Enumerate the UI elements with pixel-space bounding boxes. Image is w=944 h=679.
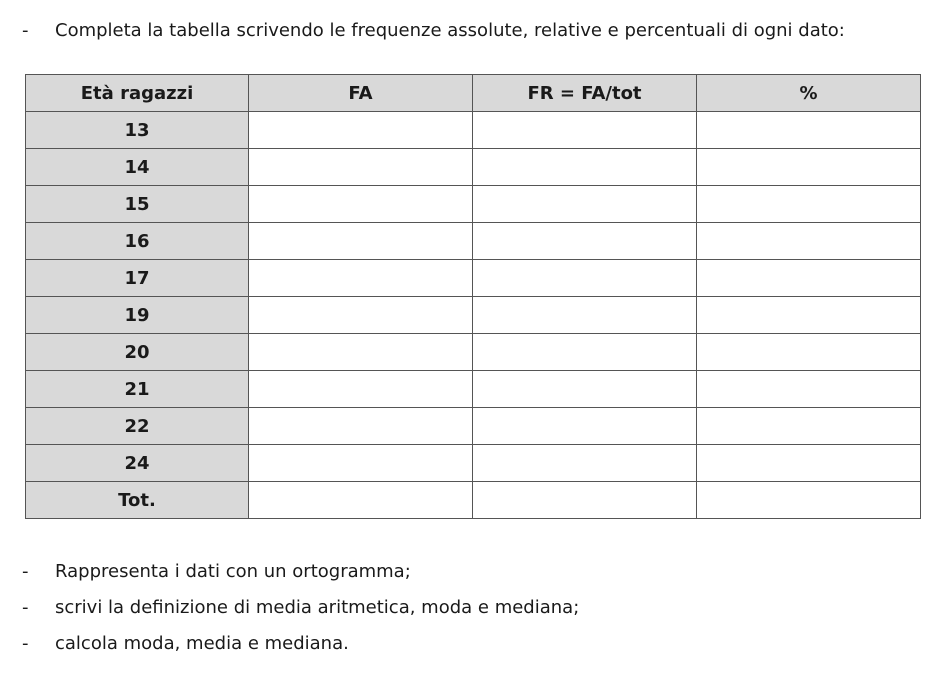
percent-answer-cell[interactable] (697, 371, 921, 408)
age-cell: 19 (26, 297, 249, 334)
percent-answer-cell[interactable] (697, 186, 921, 223)
age-cell: Tot. (26, 482, 249, 519)
age-cell: 24 (26, 445, 249, 482)
bullet-dash: - (22, 20, 29, 41)
table-row (26, 260, 921, 297)
instruction-text: calcola moda, media e mediana. (55, 633, 349, 654)
table-row (26, 445, 921, 482)
fr-answer-cell[interactable] (473, 408, 697, 445)
fa-answer-cell[interactable] (249, 149, 473, 186)
fr-answer-cell[interactable] (473, 260, 697, 297)
percent-answer-cell[interactable] (697, 223, 921, 260)
bullet-dash: - (22, 561, 29, 582)
bullet-dash: - (22, 633, 29, 654)
age-cell: 21 (26, 371, 249, 408)
percent-answer-cell[interactable] (697, 149, 921, 186)
table-row (26, 112, 921, 149)
fr-answer-cell[interactable] (473, 445, 697, 482)
fa-answer-cell[interactable] (249, 334, 473, 371)
percent-answer-cell[interactable] (697, 482, 921, 519)
fa-answer-cell[interactable] (249, 371, 473, 408)
table-row (26, 149, 921, 186)
table-row (26, 482, 921, 519)
fr-answer-cell[interactable] (473, 297, 697, 334)
age-cell: 15 (26, 186, 249, 223)
fa-answer-cell[interactable] (249, 260, 473, 297)
fa-answer-cell[interactable] (249, 223, 473, 260)
fr-answer-cell[interactable] (473, 223, 697, 260)
fr-answer-cell[interactable] (473, 482, 697, 519)
percent-answer-cell[interactable] (697, 445, 921, 482)
age-cell: 14 (26, 149, 249, 186)
fr-answer-cell[interactable] (473, 112, 697, 149)
table-row (26, 297, 921, 334)
table-row (26, 408, 921, 445)
percent-answer-cell[interactable] (697, 260, 921, 297)
instruction-text: Rappresenta i dati con un ortogramma; (55, 561, 411, 582)
header-percent: % (697, 75, 921, 112)
fa-answer-cell[interactable] (249, 408, 473, 445)
age-cell: 22 (26, 408, 249, 445)
age-cell: 13 (26, 112, 249, 149)
table-row (26, 186, 921, 223)
instruction-text: Completa la tabella scrivendo le frequenze assolute, relative e percentuali di ogni dato: (55, 20, 845, 41)
frequency-table (25, 74, 921, 519)
age-cell: 20 (26, 334, 249, 371)
percent-answer-cell[interactable] (697, 112, 921, 149)
percent-answer-cell[interactable] (697, 334, 921, 371)
table-row (26, 223, 921, 260)
fr-answer-cell[interactable] (473, 371, 697, 408)
table-row (26, 371, 921, 408)
fa-answer-cell[interactable] (249, 112, 473, 149)
table-row (26, 334, 921, 371)
fr-answer-cell[interactable] (473, 334, 697, 371)
fr-answer-cell[interactable] (473, 186, 697, 223)
header-fa: FA (249, 75, 473, 112)
fa-answer-cell[interactable] (249, 186, 473, 223)
instruction-complete-table (22, 17, 902, 71)
fa-answer-cell[interactable] (249, 297, 473, 334)
fa-answer-cell[interactable] (249, 445, 473, 482)
age-cell: 16 (26, 223, 249, 260)
bullet-dash: - (22, 597, 29, 618)
percent-answer-cell[interactable] (697, 408, 921, 445)
fr-answer-cell[interactable] (473, 149, 697, 186)
header-fr: FR = FA/tot (473, 75, 697, 112)
age-cell: 17 (26, 260, 249, 297)
fa-answer-cell[interactable] (249, 482, 473, 519)
header-eta-ragazzi: Età ragazzi (26, 75, 249, 112)
table-header-row (26, 75, 921, 112)
instruction-text: scrivi la definizione di media aritmetica, moda e mediana; (55, 597, 580, 618)
percent-answer-cell[interactable] (697, 297, 921, 334)
